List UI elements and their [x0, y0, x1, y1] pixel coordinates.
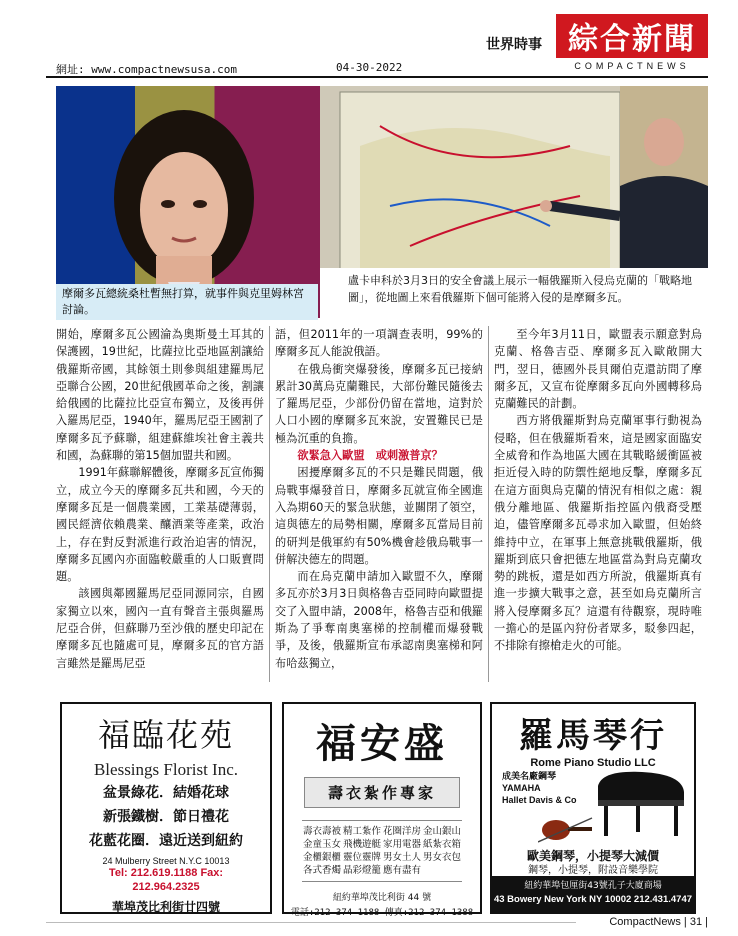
ad-piano-dealer-line: 成美名廠鋼琴	[502, 771, 557, 781]
ad-florist-service: 新張鐵樹．節日禮花	[103, 809, 229, 825]
ad-florist-footer: 華埠茂比利街廿四號	[111, 900, 220, 914]
article-column-1	[56, 326, 264, 672]
ad-florist-service: 盆景綠花．結婚花球	[103, 785, 229, 801]
ad-funeral-item: 飛機遊艇	[342, 839, 381, 850]
paragraph: 西方將俄羅斯對烏克蘭軍事行動視為侵略，但在俄羅斯看來，這是國家面臨安全威脅和作為地區大國在其戰略緩衝區被拒近侵入時的防禦性絕地反擊，摩爾多瓦在這方面與烏克蘭的情況有相似之處：親俄分離地區、俄羅斯指控區內俄裔受壓迫，儘管摩爾多瓦尋求加入歐盟，但始終維持中立，在軍事上無意挑戰俄羅斯，俄羅斯到底只會把德左地區當為對烏克蘭攻勢的跳板，還是如西方所說，俄羅斯真有進一步擴大戰事之意，甚至如烏克蘭所言將入侵摩爾多瓦？這還有待觀察，現時唯一擔心的是區內狩份者眾多，駁參四起，不排除有擦槍走火的可能。	[494, 414, 702, 653]
ad-funeral-address: 紐約華埠茂比利街 44 號	[332, 893, 432, 903]
article-subheading: 欲緊急入歐盟 或刺激普京？	[297, 449, 443, 463]
ad-funeral-phone: 電話:212-374-1188 傳真:212-374-1388	[290, 908, 474, 918]
paragraph: 1991年蘇聯解體後，摩爾多瓦宣佈獨立，成立今天的摩爾多瓦共和國，今天的摩爾多瓦是一個農業國，工業基礎薄弱，國民經濟依賴農業、釀酒業等產業，政治上，存在對反對派進行政治迫害的情況，摩爾多瓦國內亦面臨較嚴重的人口販賣問題。	[56, 466, 264, 584]
ad-funeral-title: 福安盛	[316, 720, 448, 767]
photo-caption-left: 摩爾多瓦總統桑杜暫無打算，就事件與克里姆林宮討論。	[56, 284, 318, 320]
ad-florist-service: 花藍花圈．遠近送到紐約	[89, 833, 243, 849]
grand-piano-icon	[592, 766, 688, 840]
ad-funeral-item: 精工紮作	[342, 826, 381, 837]
ad-funeral-item	[422, 864, 462, 877]
footer-rule	[46, 922, 576, 923]
ad-florist-fax: 212.964.2325	[132, 881, 200, 893]
ad-piano-studio[interactable]	[490, 702, 696, 914]
ad-piano-promo-2: 鋼琴，小提琴，附設音樂學院	[528, 865, 658, 876]
ad-florist-tel: Tel: 212.619.1188 Fax:	[108, 867, 224, 879]
ad-funeral-item: 家用電器	[382, 839, 421, 850]
paragraph: 困擾摩爾多瓦的不只是難民問題，俄烏戰事爆發首日，摩爾多瓦就宣佈全國進入為期60天的緊急狀態，並關閉了領空，這與德左的局勢相關，摩爾多瓦當局目前的研判是俄軍約有50%機會趁俄烏戰事一併解決德左的問題。	[275, 466, 483, 566]
ad-florist[interactable]	[60, 702, 272, 914]
ad-funeral-item-grid	[302, 820, 462, 882]
ad-florist-english: Blessings Florist Inc.	[93, 760, 239, 779]
ad-funeral-item: 壽衣壽被	[302, 826, 341, 837]
header-rule	[46, 76, 708, 78]
ad-funeral-item: 花圈洋房	[382, 826, 421, 837]
column-divider	[269, 326, 270, 682]
ad-florist-title: 福臨花苑	[97, 716, 234, 754]
ad-funeral-band: 壽衣紮作專家	[304, 777, 460, 808]
ad-piano-address-bar	[492, 876, 694, 912]
violin-icon	[538, 810, 594, 846]
ad-piano-title: 羅馬琴行	[519, 716, 667, 756]
masthead-logo	[556, 14, 708, 74]
ad-funeral-item: 應有盡有	[382, 865, 421, 876]
ad-funeral-item: 紙紮衣箱	[422, 839, 461, 850]
website-url: 網址: www.compactnewsusa.com	[56, 63, 237, 76]
paragraph: 而在烏克蘭申請加入歐盟不久，摩爾多瓦亦於3月3日與格魯吉亞同時向歐盟提交了入盟申請，2008年，格魯吉亞和俄羅斯為了爭奪南奧塞梯的控制權而爆發戰爭，及後，俄羅斯宣布承認南奧塞梯和阿布哈茲獨立，	[275, 570, 483, 670]
photo-caption-right: 盧卡申科於3月3日的安全會議上展示一幅俄羅斯入侵烏克蘭的「戰略地圖」，從地圖上來看俄羅斯下個可能將入侵的是摩爾多瓦。	[320, 268, 708, 318]
article-column-3	[494, 326, 702, 655]
ad-florist-address: 24 Mulberry Street N.Y.C 10013	[102, 856, 230, 866]
ad-funeral-item: 晶彩燈籠	[342, 865, 381, 876]
ad-funeral-item: 金山銀山	[422, 826, 461, 837]
ad-piano-english: Rome Piano Studio LLC	[530, 757, 656, 769]
ad-piano-promo: 歐美鋼琴，小提琴大減價	[526, 849, 659, 863]
ad-piano-dealer-line: YAMAHA	[502, 783, 541, 793]
paragraph: 開始，摩爾多瓦公國淪為奧斯曼土耳其的保護國，19世紀，比薩拉比亞地區割讓給俄羅斯帝國，其餘領土則參與組建羅馬尼亞聯合公國，20世紀俄國革命之後，割讓給俄國的比薩拉比亞宣布獨立，及後再併入羅馬尼亞，1940年，羅馬尼亞王國割了摩爾多瓦予蘇聯，組建蘇維埃社會主義共和國，為蘇聯的第15個加盟共和國。	[56, 328, 264, 463]
ad-piano-dealer	[502, 770, 577, 806]
ad-piano-address-cn: 紐約華埠包厘街43號孔子大廈商場	[524, 881, 662, 891]
ad-piano-dealer-line: Hallet Davis & Co	[502, 795, 577, 805]
page-footer: CompactNews | 31 |	[609, 916, 708, 928]
ad-funeral-item: 金童玉女	[302, 839, 341, 850]
logo-subtitle: COMPACTNEWS	[574, 61, 690, 71]
ad-funeral-item: 金櫃銀櫃	[302, 852, 341, 863]
ad-funeral-item: 靈位靈牌	[342, 852, 381, 863]
ad-piano-address-en: 43 Bowery New York NY 10002 212.431.4747	[493, 894, 693, 905]
paragraph: 該國與鄰國羅馬尼亞同源同宗，自國家獨立以來，國內一直有聲音主張與羅馬尼亞合併，但蘇聯乃至沙俄的歷史印記在摩爾多瓦也隨處可見，摩爾多瓦的官方語言雖然是羅馬尼亞	[56, 587, 264, 670]
section-title: 世界時事	[486, 37, 542, 53]
ad-funeral-item: 男女土人	[382, 852, 421, 863]
paragraph: 至今年3月11日，歐盟表示願意對烏克蘭、格魯吉亞、摩爾多瓦入歐敞開大門，翌日，德國外長貝爾伯克還訪問了摩爾多瓦，又宣布從摩爾多瓦向外國轉移烏克蘭難民的計劃。	[494, 328, 702, 411]
logo-title: 綜合新聞	[556, 14, 708, 58]
ad-funeral-item: 各式香燭	[302, 865, 341, 876]
column-divider	[488, 326, 489, 682]
paragraph: 語，但2011年的一項調查表明，99%的摩爾多瓦人能說俄語。	[275, 328, 483, 359]
ad-funeral-supplies[interactable]	[282, 702, 482, 918]
ad-funeral-item: 男女衣包	[422, 852, 461, 863]
paragraph: 在俄烏衝突爆發後，摩爾多瓦已接納累計30萬烏克蘭難民，大部份難民隨後去了羅馬尼亞，少部份仍留在當地，這對於人口小國的摩爾多瓦來說，安置難民已是極為沉重的負擔。	[275, 362, 483, 445]
article-column-2	[275, 326, 483, 672]
issue-date: 04-30-2022	[336, 61, 403, 74]
